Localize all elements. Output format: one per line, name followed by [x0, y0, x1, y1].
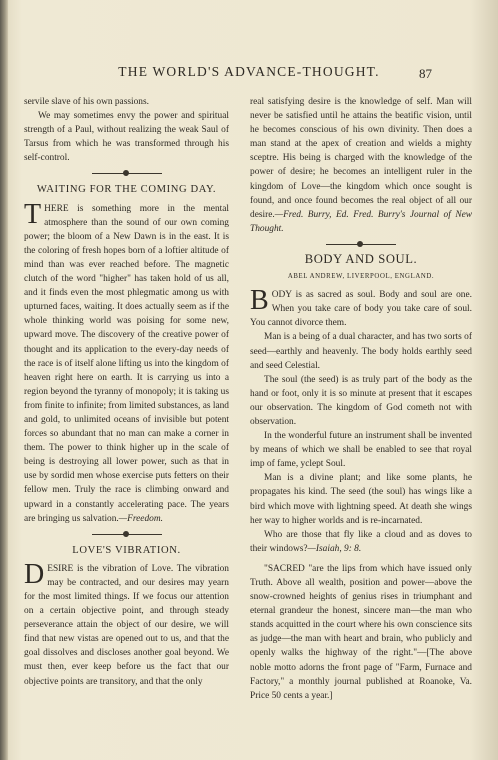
- article-paragraph: Man is a being of a dual character, and has two sorts of seed—earthly and heavenly. The body holds earthly seed and seed Celestial.: [250, 332, 472, 371]
- continuation-signature: —Fred. Burry, Ed. Fred. Burry's Journal of New Thought.: [250, 209, 472, 234]
- article-text: ESIRE is the vibration of Love. The vibration may be contracted, and our desires may yearn for the most limited things. If we focus our attention on a certain objective point, and through steady perseverance attain the object of our desire, we will find that new vistas are opened out to us, and that the goal dissolves and discloses another goal beyond. We must then, ever keep before us the fact that our objective points are transitory, and that the only: [24, 563, 229, 687]
- article-paragraph: Man is a divine plant; and like some plants, he propagates his kind. The seed (the soul) has wings like a bird which move with lightning speed. At death she wings her way to higher worlds and is re-incarnated.: [250, 473, 472, 526]
- page-binding-edge: [0, 0, 8, 760]
- intro-paragraph: servile slave of his own passions.: [24, 97, 149, 107]
- article-byline: ABEL ANDREW, LIVERPOOL, ENGLAND.: [287, 273, 435, 281]
- continuation-text: real satisfying desire is the knowledge of self. Man will never be satisfied until he attains the beatific vision, until he becomes conscious of his own divinity. Then does a man stand at the apex of creation and wields a mighty sceptre. His being is charged with the knowledge of the power of desire; he becomes an intelligent ruler in the kingdom of Love—the kingdom which once sought is found, and once found becomes the real object of all our desire.: [250, 97, 472, 220]
- intro-paragraph: We may sometimes envy the power and spiritual strength of a Paul, without realizing the weak Saul of Tarsus from which he was transformed through his self-control.: [24, 111, 229, 164]
- article-paragraph: The soul (the seed) is as truly part of the body as the hand or foot, only it is so minute at present that it escapes our observation. The kingdom of God cometh not with observation.: [250, 374, 472, 427]
- article-text: HERE is something more in the mental atmosphere than the sound of our own coming power; the bloom of a New Dawn is in the east. It is the coloring of fresh hopes born of a loftier altitude of mind than was ever reached before. The magnetic clutch of the word "higher" has taken hold of us all, and it finds even the most phlegmatic among us with upturned faces, waiting. It does actually seem as if the whole thinking world was poising for some new, upward move. The discovery of the creative power of thought and its application to the every-day needs of the race is of itself alone lifting us into the kingdom of heaven right here on earth. It is carrying us into a region beyond the tyranny of monopoly; it is taking us from finite to infinite; from limited substances, as land and gold, to unlimited oceans of invisible but potent forces so abundant that no man can make a corner in them. The power to think higher up in the scale of being is destroying all lower power, such as that in use by sordid men whose exercise puts fetters on their fellow men. Truly the race is climbing onward and upward in a constantly accelerating pace. The years are bringing us salvation.: [24, 203, 229, 524]
- quote-text: "are the lips from which have issued only Truth. Above all wealth, position and power—above the snow-crowned heights of genius rises in triumphant and eternal grandeur the honest, sincere man—the man who stands acquitted in the court where his own conscience sits as judge—the man with heart and brain, who publicly and openly walks the highway of the right."—[The above noble motto adorns the front page of "Farm, Furnace and Factory," a monthly journal published at Roanoke, Va. Price 50 cents a year.]: [250, 563, 472, 701]
- article-paragraph: [250, 528, 472, 556]
- quote-open-mark: ": [264, 563, 268, 574]
- article-body-waiting: [24, 198, 229, 526]
- article-text: Who are those that fly like a cloud and as doves to their windows?: [250, 529, 472, 554]
- section-divider: [326, 240, 396, 248]
- article-body-loves-vibration: [24, 558, 229, 689]
- page-number: 87: [419, 66, 432, 81]
- drop-cap: D: [24, 558, 45, 590]
- section-divider: [92, 530, 162, 538]
- article-paragraph: In the wonderful future an instrument shall be invented by means of which we shall be enabled to see that royal imp of fame, yclept Soul.: [250, 431, 472, 470]
- scripture-citation: —Isaiah, 9: 8.: [307, 543, 362, 554]
- page-header: [30, 62, 468, 84]
- article-title-body-and-soul: BODY AND SOUL.: [304, 251, 418, 266]
- quote-lead-word: SACRED: [267, 563, 305, 574]
- article-title-waiting: WAITING FOR THE COMING DAY.: [36, 184, 217, 196]
- divider-ornament-icon: [357, 241, 363, 247]
- divider-ornament-icon: [123, 170, 129, 176]
- running-title: THE WORLD'S ADVANCE-THOUGHT.: [118, 64, 380, 79]
- section-divider: [92, 169, 162, 177]
- drop-cap: B: [250, 285, 269, 317]
- article-signature: —Freedom.: [118, 513, 163, 524]
- continuation-paragraph: [250, 95, 472, 236]
- drop-cap: T: [24, 198, 42, 230]
- article-title-loves-vibration: LOVE'S VIBRATION.: [72, 544, 181, 556]
- quote-paragraph: [250, 562, 472, 703]
- right-column: [250, 95, 472, 703]
- left-column: [24, 95, 229, 689]
- article-text: ODY is as sacred as soul. Body and soul are one. When you take care of body you take care of soul. You cannot divorce them.: [250, 290, 472, 329]
- article-paragraph: [250, 285, 472, 330]
- divider-ornament-icon: [123, 531, 129, 537]
